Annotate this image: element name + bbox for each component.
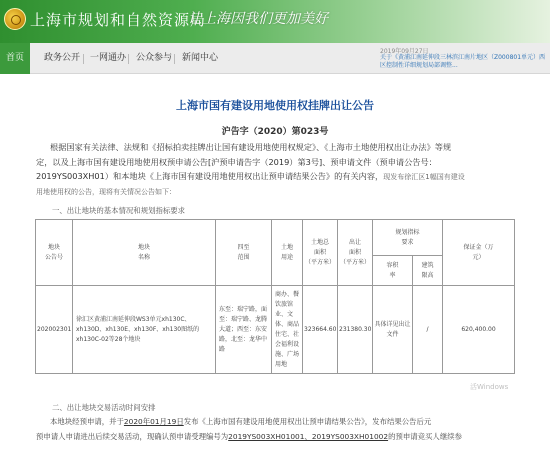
header-bounds: 四至 范围: [216, 220, 272, 286]
cell-plot-name: 徐汇区黄浦江南延伸段WS3单元xh130C、xh130D、xh130E、xh130F、xh130图纸的xh130C-02等28个地块: [73, 286, 216, 374]
intro-line-3-tail: 现发布徐汇区1幅国有建设: [383, 173, 465, 181]
header-far: 容积 率: [373, 256, 413, 286]
nav-divider: [83, 54, 84, 64]
nav-divider: [174, 54, 175, 64]
site-title[interactable]: 上海市规划和自然资源局: [30, 11, 207, 29]
schedule-date: 2020年01月19日: [123, 417, 184, 426]
cell-sell-area: 231380.30: [338, 286, 373, 374]
intro-paragraph: [36, 140, 512, 199]
schedule-text: 发布《上海市国有建设用地使用权出让预申请结果公告》，发布结果公告后元: [183, 417, 432, 426]
cell-total-area: 323664.60: [303, 286, 338, 374]
header-sell-area: 出让 面积 （平方米）: [338, 220, 373, 286]
intro-line-1: 根据国家有关法律、法规和《招标拍卖挂牌出让国有建设用地使用权规定》、《上海市土地使用权出让办法》等规: [50, 142, 452, 152]
intro-line-3-text: 2019YS003XH01）和本地块《上海市国有建设用地使用权出让预申请结果公告》的有关内容，: [36, 171, 384, 181]
emblem-logo-icon[interactable]: [4, 8, 26, 30]
schedule-codes: 2019YS003XH01001、2019YS003XH01002: [228, 431, 389, 441]
schedule-text: 本地块经预申请，并于: [50, 417, 124, 426]
nav-item-public-participation[interactable]: 公众参与: [136, 53, 173, 63]
plot-info-table: [35, 219, 515, 374]
schedule-paragraph: [36, 415, 512, 444]
header-height: 建筑 限高: [413, 256, 443, 286]
cell-far: 具体详见出让文件: [373, 286, 413, 374]
nav-item-news-center[interactable]: 新闻中心: [182, 53, 219, 63]
nav-item-government-affairs[interactable]: 政务公开: [44, 53, 81, 63]
intro-line-4: 用地使用权的公告，现将有关情况公告如下：: [36, 187, 176, 196]
cell-land-use: 商办、餐饮旅馆业、文体、商品住宅、社会福利设施、广场用地: [272, 286, 303, 374]
cell-deposit: 620,400.00: [443, 286, 515, 374]
schedule-line-1: [36, 415, 512, 430]
section-heading-schedule: 二、出让地块交易活动时间安排: [52, 403, 156, 412]
nav-item-home[interactable]: 首页: [0, 43, 30, 74]
page-title: 上海市国有建设用地使用权挂牌出让公告: [176, 99, 374, 112]
header-plot-no: 地块 公告号: [36, 220, 73, 286]
cell-plot-no: 202002301: [36, 286, 73, 374]
intro-line-3: [36, 169, 512, 185]
cell-height: /: [413, 286, 443, 374]
cell-bounds: 东至：瑞宁路，面至：瑞宁路、龙腾大道；西至：东安路，北至：龙华中路: [216, 286, 272, 374]
schedule-line-2: [36, 430, 512, 445]
header-planning: 规划指标 要求: [373, 220, 443, 256]
nav-item-one-stop-service[interactable]: 一网通办: [90, 53, 127, 63]
table-row: [36, 286, 515, 374]
news-date: 2019年09月27日: [380, 48, 429, 55]
nav-divider: [128, 54, 129, 64]
header-plot-name: 地块 名称: [73, 220, 216, 286]
schedule-text: 预申请人申请进出后续交易活动，现确认预申请受理编号为: [36, 431, 229, 441]
news-ticker: [376, 43, 550, 74]
header-deposit: 保证金（万 元）: [443, 220, 515, 286]
header-slogan: 让上海因我们更加美好: [188, 11, 328, 27]
document-number: 沪告字（2020）第023号: [221, 127, 329, 137]
schedule-text: 的预申请竞买人继续参: [388, 431, 462, 441]
header-land-use: 土地 用途: [272, 220, 303, 286]
intro-line-2: 定，以及上海市国有建设用地使用权预申请公告[沪预申请告字（2019）第3号]、预申请文件（预申请公告号：: [36, 156, 437, 167]
header-total-area: 土地总 面积 （平方米）: [303, 220, 338, 286]
news-link[interactable]: 关于《黄浦江南延伸段三林滨江南片地区（Z000801单元）西区控制性详细规划局部调整...: [380, 54, 546, 69]
site-header: [0, 0, 550, 43]
activation-watermark: 活Windows: [470, 383, 509, 391]
section-heading-basic-info: 一、出让地块的基本情况和规划指标要求: [52, 206, 186, 215]
